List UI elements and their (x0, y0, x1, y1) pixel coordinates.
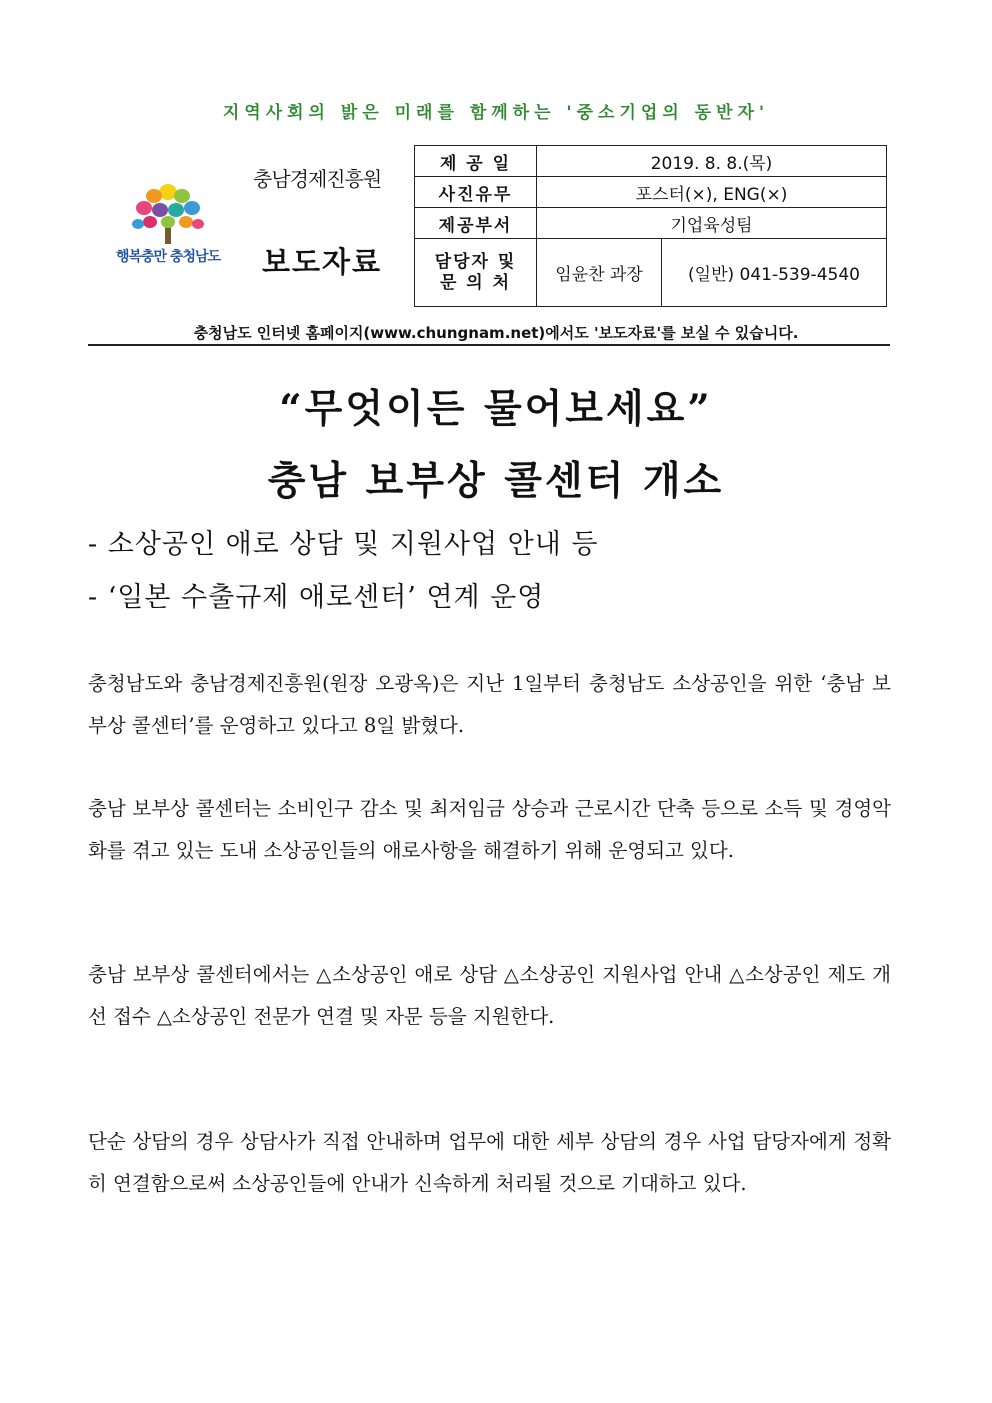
logo-text: 행복충만 충청남도 (115, 249, 221, 265)
contact-label-line2: 문 의 처 (439, 272, 512, 293)
contact-person: 임윤찬 과장 (537, 239, 662, 307)
headline-line-1: “무엇이든 물어보세요” (279, 386, 713, 432)
photo-label: 사진유무 (415, 177, 537, 208)
photo-value: 포스터(×), ENG(×) (537, 177, 887, 208)
subtitle-2: - ‘일본 수출규제 애로센터’ 연계 운영 (88, 582, 545, 613)
headline-line-2: 충남 보부상 콜센터 개소 (267, 458, 725, 504)
chungnam-logo (98, 178, 238, 278)
press-release-label: 보도자료 (262, 245, 383, 279)
department-value: 기업육성팀 (537, 208, 887, 239)
body-paragraph-4: 단순 상담의 경우 상담사가 직접 안내하며 업무에 대한 세부 상담의 경우 사업 담당자에게 정확히 연결함으로써 소상공인들에 안내가 신속하게 처리될 것으로 기대하고 있다. (88, 1130, 891, 1195)
date-label: 제 공 일 (415, 146, 537, 177)
org-name: 충남경제진흥원 (253, 167, 382, 191)
contact-phone: (일반) 041-539-4540 (662, 239, 887, 307)
body-paragraph-1: 충청남도와 충남경제진흥원(원장 오광옥)은 지난 1일부터 충청남도 소상공인을 위한 ‘충남 보부상 콜센터’를 운영하고 있다고 8일 밝혔다. (88, 672, 891, 737)
subtitle-1: - 소상공인 애로 상담 및 지원사업 안내 등 (88, 529, 599, 560)
info-table (414, 145, 887, 307)
contact-label (415, 239, 537, 307)
slogan: 지역사회의 밝은 미래를 함께하는 '중소기업의 동반자' (222, 103, 770, 123)
homepage-notice: 충청남도 인터넷 홈페이지(www.chungnam.net)에서도 '보도자료'를 보실 수 있습니다. (193, 324, 799, 342)
date-value: 2019. 8. 8.(목) (537, 146, 887, 177)
header-divider (88, 344, 890, 346)
body-paragraph-2: 충남 보부상 콜센터는 소비인구 감소 및 최저임금 상승과 근로시간 단축 등으로 소득 및 경영악화를 겪고 있는 도내 소상공인들의 애로사항을 해결하기 위해 운영되고 있다. (88, 797, 891, 862)
contact-label-line1: 담당자 및 (434, 251, 517, 272)
body-paragraph-3: 충남 보부상 콜센터에서는 △소상공인 애로 상담 △소상공인 지원사업 안내 △소상공인 제도 개선 접수 △소상공인 전문가 연결 및 자문 등을 지원한다. (88, 963, 891, 1028)
department-label: 제공부서 (415, 208, 537, 239)
